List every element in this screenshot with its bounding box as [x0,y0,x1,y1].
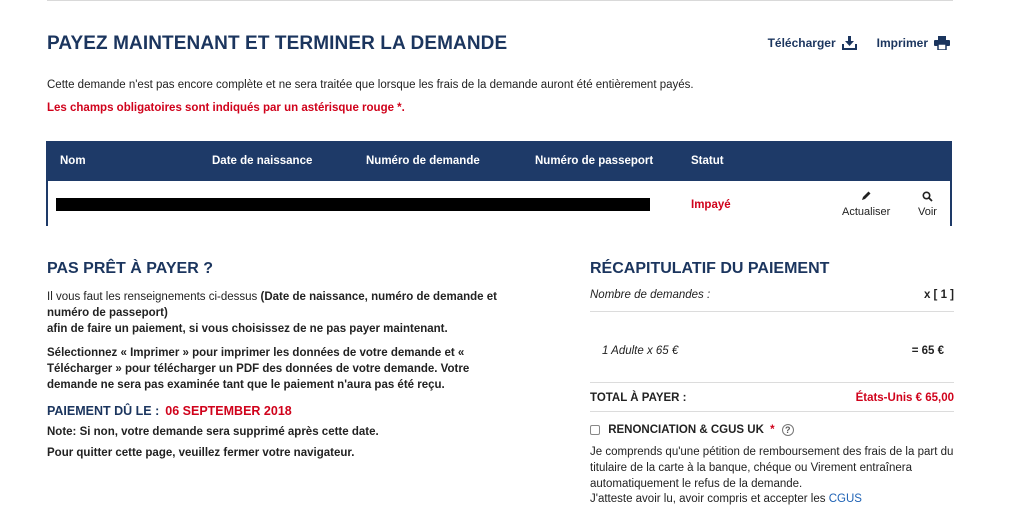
search-icon [922,189,933,203]
attest-label: J'atteste avoir lu, avoir compris et accepter les [590,493,826,505]
update-button[interactable] [842,189,890,218]
download-label: Télécharger [767,36,836,50]
waiver-row [590,424,794,436]
fee-line-label: 1 Adulte x 65 € [602,345,679,357]
col-header-name: Nom [60,155,86,167]
fee-line-value: = 65 € [911,345,944,357]
col-header-status: Statut [691,155,724,167]
page-title: PAYEZ MAINTENANT ET TERMINER LA DEMANDE [47,33,508,54]
due-label: PAIEMENT DÛ LE : [47,404,160,418]
intro-text: Cette demande n'est pas encore complète et ne sera traitée que lorsque les frais de la demande auront été entièrement payés. [47,79,694,91]
p1-text-c: afin de faire un paiement, si vous choisissez de ne pas payer maintenant. [47,323,448,335]
cgus-link[interactable]: CGUS [828,493,862,505]
top-divider [47,0,953,1]
status-badge: Impayé [691,199,731,211]
download-icon [842,36,857,50]
waiver-label: RENONCIATION & CGUS UK [608,424,764,437]
summary-divider [590,411,954,412]
attest-text [590,491,954,507]
redacted-data [56,198,650,211]
required-asterisk: * [770,424,775,437]
table-header [48,143,950,181]
not-ready-section [47,260,507,461]
total-value: États-Unis € 65,00 [855,392,954,404]
not-ready-paragraph-2: Sélectionnez « Imprimer » pour imprimer les données de votre demande et « Télécharger » pour télécharger un PDF des données de votre demande. Votre demande ne sera pas examinée tant que le paiement n'aura pas été reçu. [47,347,470,391]
summary-divider [590,311,954,312]
not-ready-paragraph-1 [47,289,507,337]
table-row [48,181,950,226]
header-actions [768,36,950,50]
not-ready-title: PAS PRÊT À PAYER ? [47,260,213,277]
pencil-icon [860,189,872,203]
print-label: Imprimer [876,36,928,50]
required-fields-note: Les champs obligatoires sont indiqués par un astérisque rouge *. [47,102,405,114]
due-date: 06 SEPTEMBER 2018 [165,404,292,418]
col-header-application-number: Numéro de demande [366,155,480,167]
help-icon[interactable]: ? [782,424,794,436]
col-header-passport-number: Numéro de passeport [535,155,654,167]
summary-divider [590,382,954,383]
view-button[interactable] [918,189,937,218]
total-label: TOTAL À PAYER : [590,392,687,404]
deletion-note: Note: Si non, votre demande sera supprimé après cette date. [47,426,379,438]
download-button[interactable] [768,36,857,50]
waiver-checkbox[interactable] [590,425,600,435]
view-label: Voir [918,206,937,218]
applications-count-label: Nombre de demandes : [590,289,711,301]
printer-icon [934,36,950,50]
applications-count-value: x [ 1 ] [923,289,954,301]
summary-title: RÉCAPITULATIF DU PAIEMENT [590,260,830,277]
update-label: Actualiser [842,206,891,218]
p1-text-a: Il vous faut les renseignements ci-dessus [47,291,261,303]
payment-summary [590,260,954,505]
p1-text-b: (Date de naissance, numéro de demande et numéro de passeport) [47,291,497,319]
payment-due [47,404,507,418]
quit-note: Pour quitter cette page, veuillez fermer votre navigateur. [47,447,355,459]
waiver-text: Je comprends qu'une pétition de remboursement des frais de la part du titulaire de la carte à la banque, chéque ou Virement entraînera automatiquement le refus de la demande. [590,446,954,490]
print-button[interactable] [877,36,950,50]
col-header-birthdate: Date de naissance [212,155,313,167]
application-table [46,141,952,226]
